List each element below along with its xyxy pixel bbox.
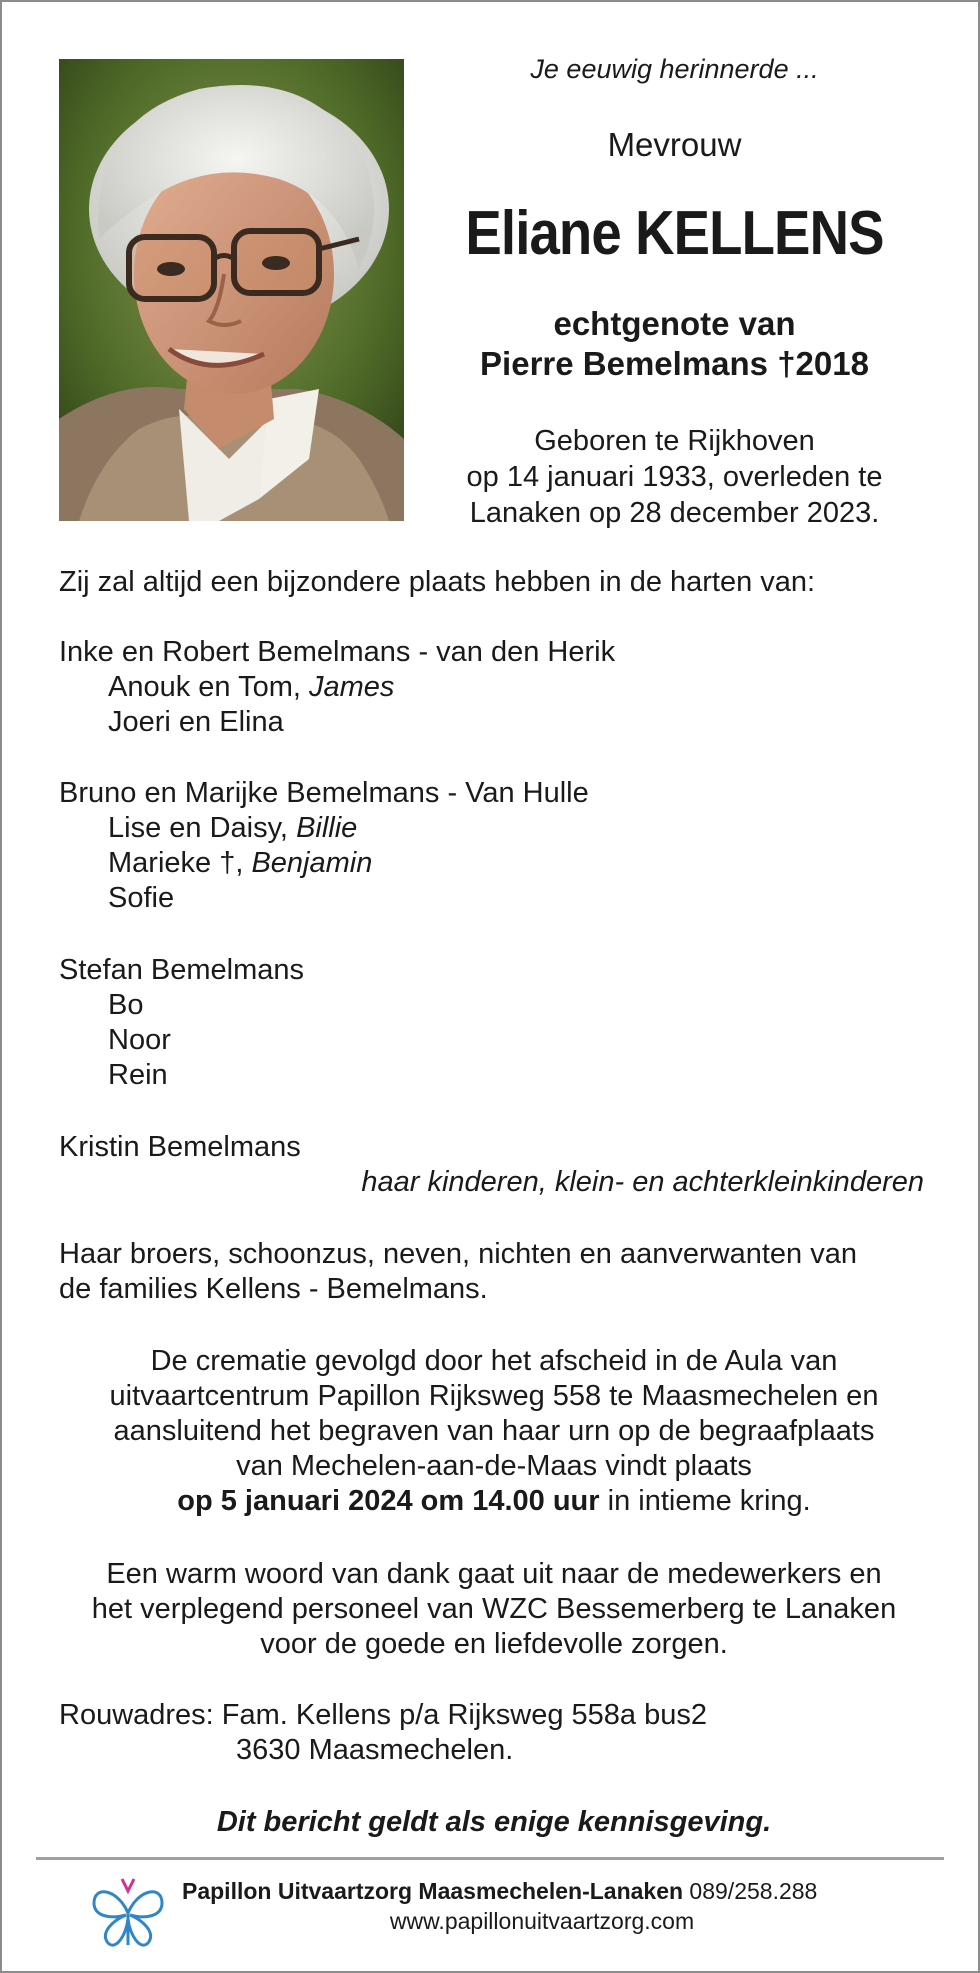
portrait-image: [59, 59, 404, 521]
birth-death-block: [422, 423, 927, 531]
family-2-child-1-text: Lise en Daisy,: [108, 812, 288, 844]
ceremony-date-line: [59, 1484, 929, 1519]
birth-line-1: Geboren te Rijkhoven: [534, 425, 815, 457]
footer-website[interactable]: www.papillonuitvaartzorg.com: [389, 1908, 695, 1934]
family-1-child-1-text: Anouk en Tom,: [108, 671, 301, 703]
family-3-child-1: Bo: [108, 989, 144, 1021]
siblings-block: [59, 1237, 929, 1307]
family-1-child-2: Joeri en Elina: [108, 706, 284, 738]
family-3: [59, 953, 929, 1093]
family-1-head: Inke en Robert Bemelmans - van den Herik: [59, 636, 616, 668]
thanks-block: [59, 1557, 929, 1662]
notice-text: Dit bericht geldt als enige kennisgeving.: [216, 1806, 772, 1838]
spouse-block: [422, 304, 927, 384]
thanks-line-2: het verplegend personeel van WZC Bessemerberg te Lanaken: [91, 1593, 897, 1625]
family-2-child-2-italic: Benjamin: [251, 847, 373, 879]
address-block: [59, 1698, 929, 1768]
family-2-child-3: Sofie: [108, 882, 175, 914]
ceremony-date-rest: in intieme kring.: [599, 1485, 811, 1517]
deceased-name: Eliane KELLENS: [465, 199, 884, 268]
spouse-line-2: Pierre Bemelmans †2018: [480, 345, 869, 382]
family-2-child-2-text: Marieke †,: [108, 847, 244, 879]
footer-company: Papillon Uitvaartzorg Maasmechelen-Lanaken: [182, 1878, 684, 1904]
ceremony-block: [59, 1344, 929, 1519]
spouse-line-1: echtgenote van: [553, 305, 796, 342]
siblings-line-2: de families Kellens - Bemelmans.: [59, 1273, 488, 1305]
footer-phone: 089/258.288: [683, 1878, 818, 1904]
address-line-2: 3630 Maasmechelen.: [236, 1734, 514, 1766]
family-1-child-1-italic: James: [308, 671, 395, 703]
thanks-line-3: voor de goede en liefdevolle zorgen.: [260, 1628, 728, 1660]
siblings-line-1: Haar broers, schoonzus, neven, nichten en aanverwanten van: [59, 1238, 857, 1270]
family-2: [59, 776, 929, 916]
ceremony-line-1: De crematie gevolgd door het afscheid in de Aula van: [150, 1345, 838, 1377]
intro-text: Je eeuwig herinnerde ...: [530, 54, 819, 84]
butterfly-logo-icon: [88, 1871, 168, 1951]
family-4: [59, 1130, 929, 1200]
portrait-photo: [59, 59, 404, 521]
ceremony-line-3: aansluitend het begraven van haar urn op de begraafplaats: [113, 1415, 875, 1447]
ceremony-date: op 5 januari 2024 om 14.00 uur: [177, 1485, 600, 1517]
family-1-child-1: [59, 670, 929, 705]
family-3-head: Stefan Bemelmans: [59, 954, 305, 986]
family-3-child-2: Noor: [108, 1024, 171, 1056]
thanks-line-1: Een warm woord van dank gaat uit naar de medewerkers en: [106, 1558, 882, 1590]
hearts-intro: Zij zal altijd een bijzondere plaats hebben in de harten van:: [59, 566, 816, 598]
birth-line-2: op 14 januari 1933, overleden te: [466, 461, 883, 493]
footer-divider: [36, 1857, 944, 1860]
family-2-child-1-italic: Billie: [296, 812, 358, 844]
family-1: [59, 635, 929, 740]
children-caption: haar kinderen, klein- en achterkleinkinderen: [361, 1166, 924, 1198]
ceremony-line-4: van Mechelen-aan-de-Maas vindt plaats: [236, 1450, 752, 1482]
family-2-child-1: [59, 811, 929, 846]
family-3-child-3: Rein: [108, 1059, 168, 1091]
family-2-head: Bruno en Marijke Bemelmans - Van Hulle: [59, 777, 589, 809]
ceremony-line-2: uitvaartcentrum Papillon Rijksweg 558 te Maasmechelen en: [109, 1380, 879, 1412]
footer-company-line: [182, 1878, 942, 1905]
address-line-1: Rouwadres: Fam. Kellens p/a Rijksweg 558a bus2: [59, 1699, 707, 1731]
title-prefix: Mevrouw: [607, 126, 742, 163]
family-4-head: Kristin Bemelmans: [59, 1131, 301, 1163]
family-2-child-2: [59, 846, 929, 881]
birth-line-3: Lanaken op 28 december 2023.: [469, 497, 880, 529]
